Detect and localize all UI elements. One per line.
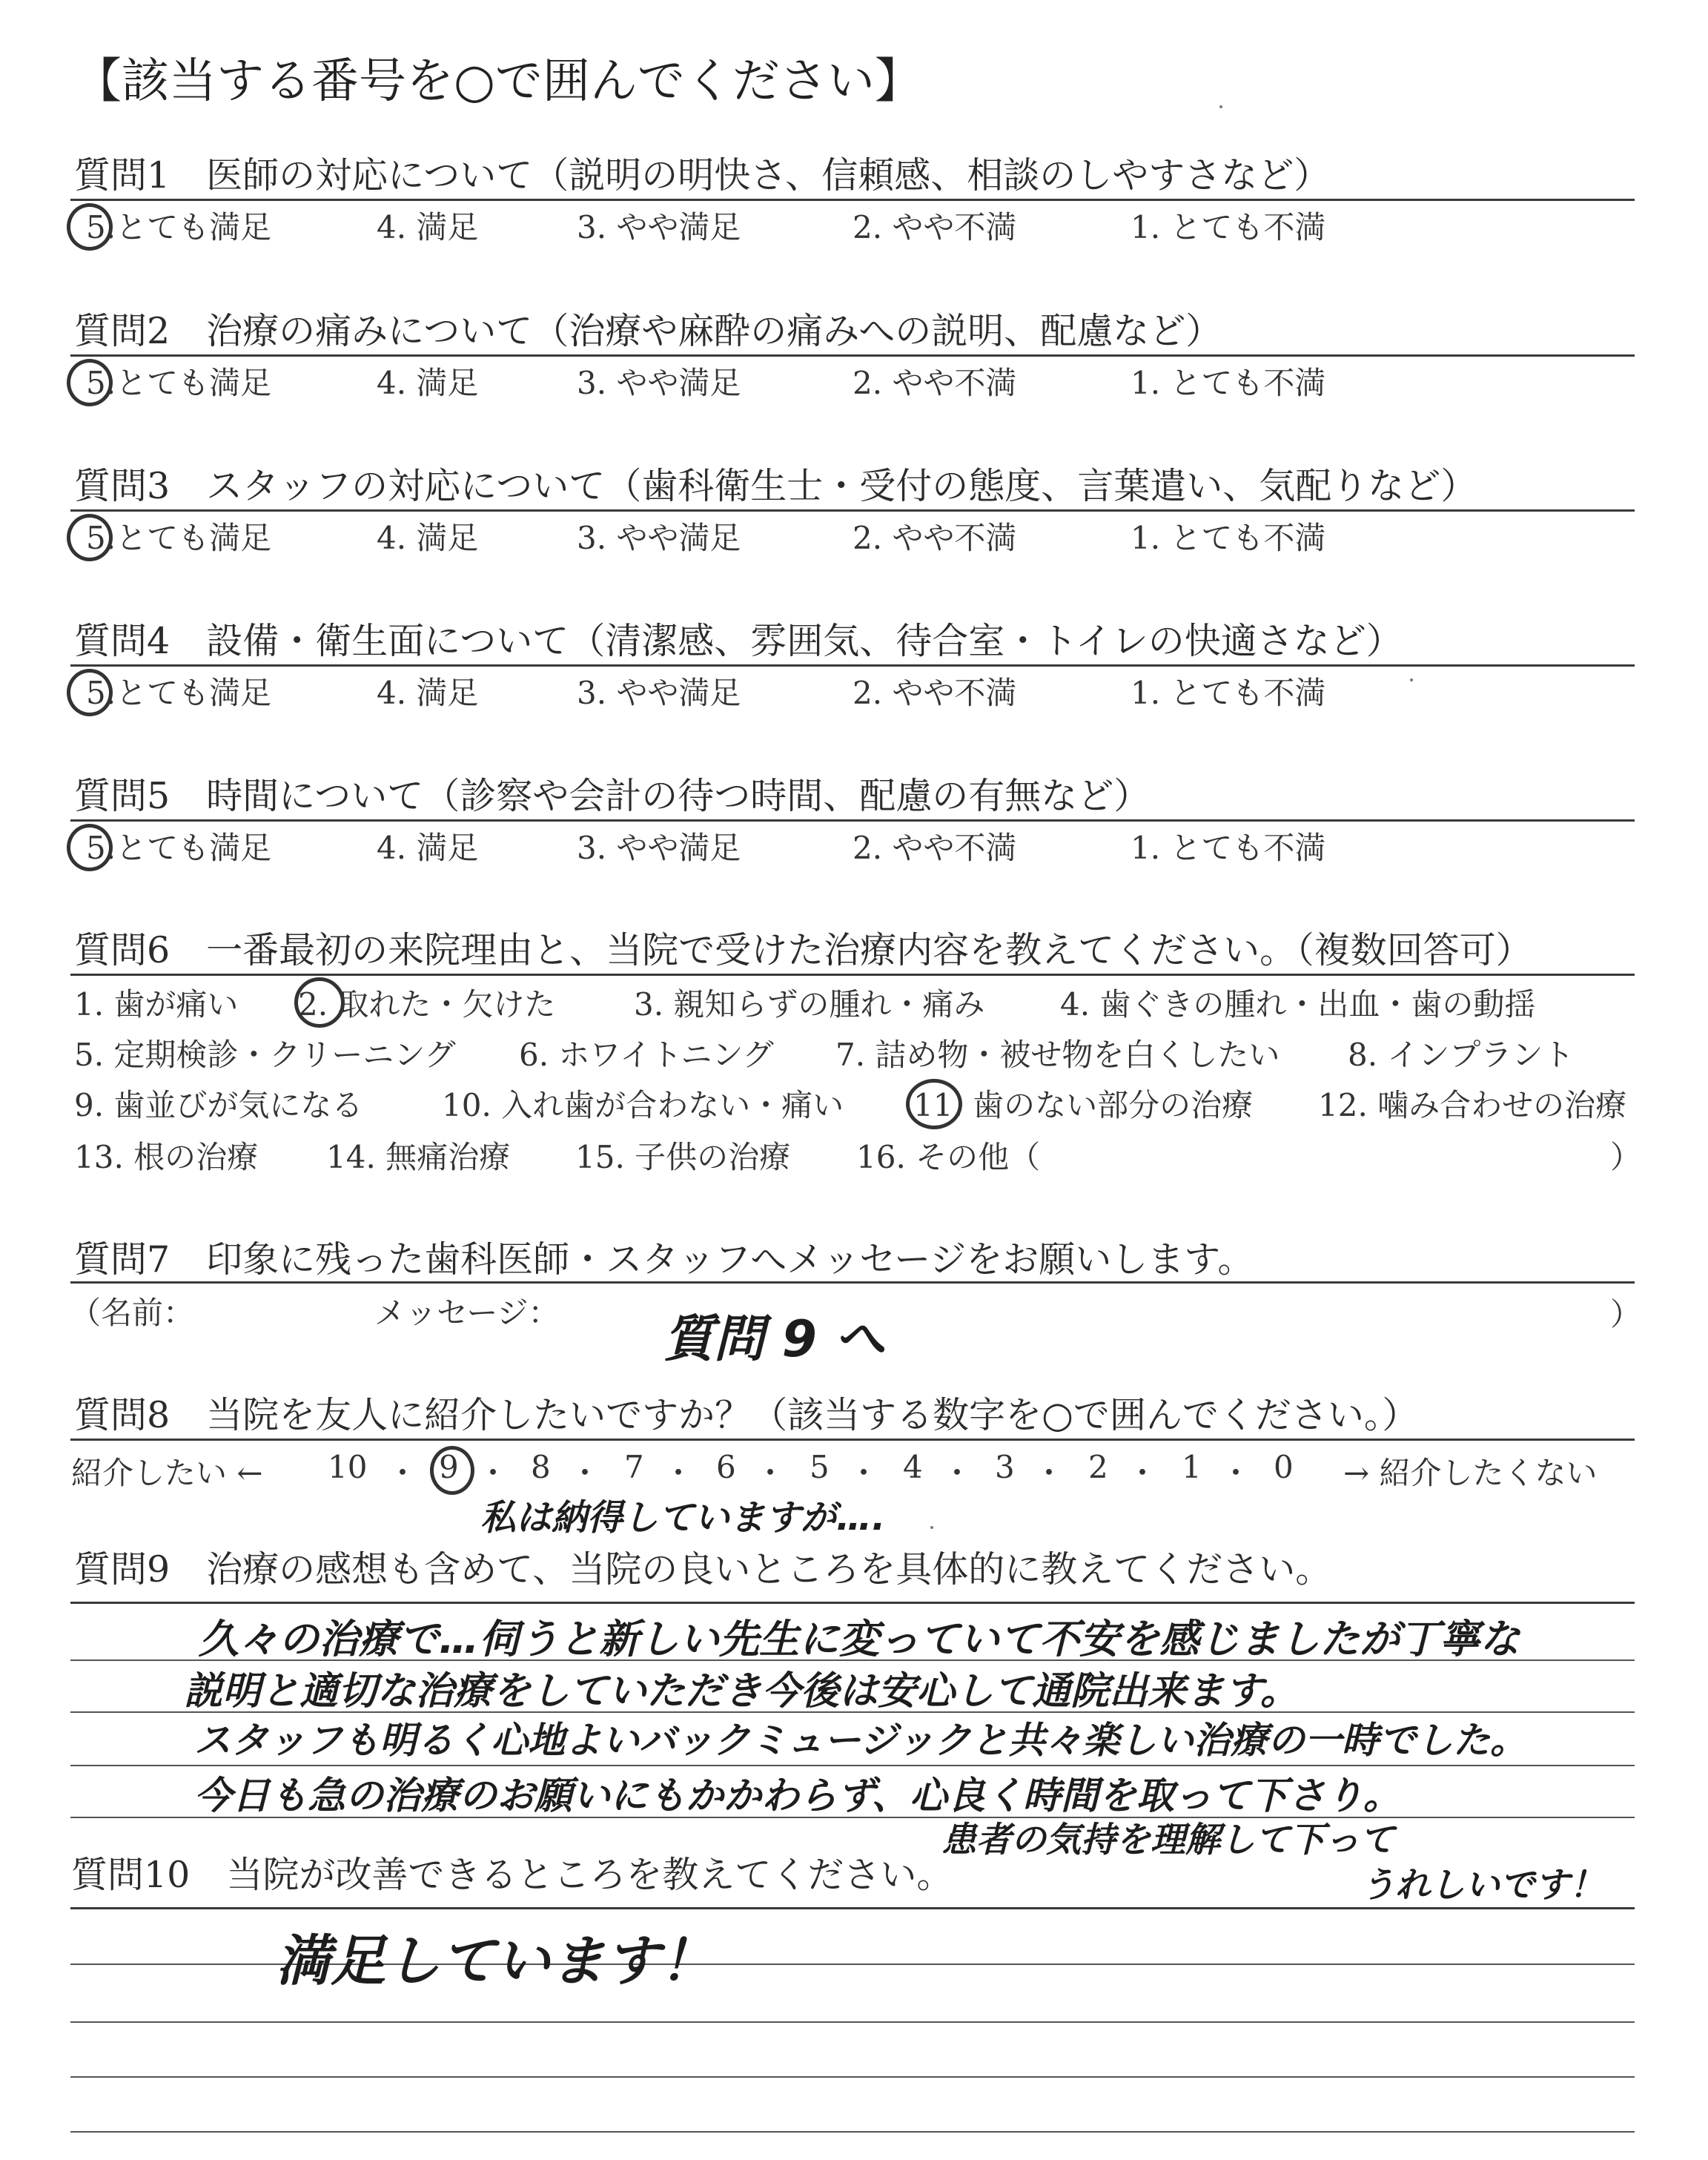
q8-scale-3[interactable]: 3 — [995, 1449, 1015, 1485]
q5-option-1[interactable]: 1. とても不満 — [1131, 830, 1326, 866]
q10-rule-5 — [70, 2131, 1635, 2133]
q6-option-14[interactable]: 14. 無痛治療 — [326, 1139, 511, 1175]
q7-name-label: （名前： — [70, 1295, 195, 1331]
q9-handwritten-line-1: 久々の治療で…伺うと新しい先生に変っていて不安を感じましたが丁寧な — [199, 1616, 1520, 1662]
q1-option-5[interactable]: 5.とても満足 — [86, 209, 272, 245]
q1-option-4[interactable]: 4. 満足 — [377, 209, 479, 245]
q8-scale-separator: ・ — [1127, 1455, 1159, 1491]
q9-label: 質問9 治療の感想も含めて、当院の良いところを具体的に教えてください。 — [74, 1548, 1332, 1591]
q2-label: 質問2 治療の痛みについて（治療や麻酔の痛みへの説明、配慮など） — [74, 310, 1222, 352]
q2-option-1[interactable]: 1. とても不満 — [1131, 365, 1326, 401]
q5-option-4[interactable]: 4. 満足 — [377, 830, 479, 866]
q6-option-9[interactable]: 9. 歯並びが気になる — [74, 1087, 363, 1123]
q1-label: 質問1 医師の対応について（説明の明快さ、信頼感、相談のしやすさなど） — [74, 154, 1331, 196]
q8-scale-6[interactable]: 6 — [716, 1449, 736, 1485]
speck — [1410, 678, 1413, 681]
q6-option-5[interactable]: 5. 定期検診・クリーニング — [74, 1037, 456, 1073]
q2-selected-circle — [67, 359, 113, 406]
speck — [930, 1526, 933, 1529]
q4-selected-circle — [67, 669, 113, 716]
q6-option-11[interactable]: 11. 歯のない部分の治療 — [913, 1087, 1254, 1123]
q5-label: 質問5 時間について（診察や会計の待つ時間、配慮の有無など） — [74, 775, 1151, 817]
q8-scale-separator: ・ — [941, 1455, 973, 1491]
q8-selected-circle-9 — [430, 1446, 474, 1495]
q4-label: 質問4 設備・衛生面について（清潔感、雰囲気、待合室・トイレの快適さなど） — [74, 620, 1403, 662]
q6-selected-circle-11 — [906, 1079, 962, 1129]
q9-rule-1 — [70, 1602, 1635, 1604]
q8-scale-separator: ・ — [1220, 1455, 1252, 1491]
q8-scale-4[interactable]: 4 — [903, 1449, 923, 1485]
q6-option-8[interactable]: 8. インプラント — [1348, 1037, 1575, 1073]
q6-option-4[interactable]: 4. 歯ぐきの腫れ・出血・歯の動揺 — [1060, 986, 1536, 1023]
q9-handwritten-line-3: スタッフも明るく心地よいバックミュージックと共々楽しい治療の一時でした。 — [194, 1719, 1527, 1762]
q4-underline — [70, 664, 1635, 667]
q10-label: 質問10 当院が改善できるところを教えてください。 — [71, 1854, 953, 1896]
q10-rule-1 — [70, 1907, 1635, 1909]
q6-other-close: ） — [1610, 1139, 1642, 1175]
q1-option-3[interactable]: 3. やや満足 — [577, 209, 741, 245]
q1-selected-circle — [67, 203, 113, 251]
q8-scale-10[interactable]: 10 — [328, 1449, 368, 1485]
q7-message-label: メッセージ： — [374, 1295, 560, 1331]
q3-option-1[interactable]: 1. とても不満 — [1131, 520, 1326, 556]
q6-label: 質問6 一番最初の来院理由と、当院で受けた治療内容を教えてください。（複数回答可） — [74, 929, 1532, 971]
q5-underline — [70, 819, 1635, 822]
q10-rule-4 — [70, 2076, 1635, 2078]
q2-option-4[interactable]: 4. 満足 — [377, 365, 479, 401]
q6-option-12[interactable]: 12. 噛み合わせの治療 — [1318, 1087, 1627, 1123]
q6-option-16[interactable]: 16. その他（ — [856, 1139, 1041, 1175]
q7-underline — [70, 1281, 1635, 1284]
speck — [1219, 105, 1222, 108]
q8-scale-2[interactable]: 2 — [1088, 1449, 1108, 1485]
q10-rule-3 — [70, 2021, 1635, 2023]
q3-option-2[interactable]: 2. やや不満 — [853, 520, 1017, 556]
q8-scale-separator: ・ — [848, 1455, 880, 1491]
q6-option-13[interactable]: 13. 根の治療 — [74, 1139, 259, 1175]
q5-selected-circle — [67, 824, 113, 871]
q3-underline — [70, 509, 1635, 512]
q8-scale-7[interactable]: 7 — [624, 1449, 644, 1485]
q4-option-3[interactable]: 3. やや満足 — [577, 675, 741, 711]
q5-option-3[interactable]: 3. やや満足 — [577, 830, 741, 866]
q4-option-1[interactable]: 1. とても不満 — [1131, 675, 1326, 711]
q6-option-10[interactable]: 10. 入れ歯が合わない・痛い — [442, 1087, 844, 1123]
q4-option-2[interactable]: 2. やや不満 — [853, 675, 1017, 711]
q8-scale-0[interactable]: 0 — [1274, 1449, 1294, 1485]
q3-option-5[interactable]: 5.とても満足 — [86, 520, 272, 556]
q1-option-2[interactable]: 2. やや不満 — [853, 209, 1017, 245]
q2-option-5[interactable]: 5.とても満足 — [86, 365, 272, 401]
q6-option-6[interactable]: 6. ホワイトニング — [519, 1037, 774, 1073]
q3-selected-circle — [67, 514, 113, 561]
q3-option-4[interactable]: 4. 満足 — [377, 520, 479, 556]
q9-handwritten-line-4: 今日も急の治療のお願いにもかかわらず、心良く時間を取って下さり。 — [194, 1774, 1401, 1818]
q1-option-1[interactable]: 1. とても不満 — [1131, 209, 1326, 245]
q7-label: 質問7 印象に残った歯科医師・スタッフへメッセージをお願いします。 — [74, 1238, 1254, 1281]
q4-option-5[interactable]: 5.とても満足 — [86, 675, 272, 711]
q8-scale-separator: ・ — [569, 1455, 601, 1491]
q8-scale-9[interactable]: 9 — [439, 1449, 459, 1485]
q3-option-3[interactable]: 3. やや満足 — [577, 520, 741, 556]
q8-right-label: → 紹介したくない — [1343, 1455, 1598, 1491]
q4-option-4[interactable]: 4. 満足 — [377, 675, 479, 711]
q2-option-2[interactable]: 2. やや不満 — [853, 365, 1017, 401]
q9-handwritten-extra-2: うれしいです！ — [1360, 1865, 1604, 1906]
q5-option-2[interactable]: 2. やや不満 — [853, 830, 1017, 866]
q8-left-label: 紹介したい ← — [71, 1455, 263, 1491]
q7-handwritten-message: 質問 9 へ — [663, 1310, 885, 1369]
q8-handwritten-comment: 私は納得していますが…. — [480, 1497, 886, 1539]
q7-close-paren: ） — [1610, 1296, 1642, 1332]
q6-option-7[interactable]: 7. 詰め物・被せ物を白くしたい — [835, 1037, 1280, 1073]
q8-label: 質問8 当院を友人に紹介したいですか？（該当する数字を○で囲んでください。） — [74, 1394, 1419, 1436]
q8-scale-separator: ・ — [1033, 1455, 1065, 1491]
q8-scale-separator: ・ — [477, 1455, 509, 1491]
q8-scale-1[interactable]: 1 — [1182, 1449, 1202, 1485]
q8-underline — [70, 1439, 1635, 1441]
q8-scale-8[interactable]: 8 — [531, 1449, 551, 1485]
q6-selected-circle-2 — [294, 977, 345, 1028]
q9-handwritten-extra-1: 患者の気持を理解して下って — [941, 1820, 1394, 1860]
q2-option-3[interactable]: 3. やや満足 — [577, 365, 741, 401]
page-title: 【該当する番号を○で囲んでください】 — [74, 54, 922, 109]
q8-scale-separator: ・ — [387, 1455, 419, 1491]
q1-underline — [70, 199, 1635, 201]
q6-option-15[interactable]: 15. 子供の治療 — [575, 1139, 791, 1175]
q9-handwritten-line-2: 説明と適切な治療をしていただき今後は安心して通院出来ます。 — [184, 1669, 1299, 1714]
q8-scale-5[interactable]: 5 — [810, 1449, 830, 1485]
q3-label: 質問3 スタッフの対応について（歯科衛生士・受付の態度、言葉遣い、気配りなど） — [74, 465, 1477, 507]
q8-scale-separator: ・ — [755, 1455, 787, 1491]
q10-handwritten-answer: 満足しています！ — [276, 1929, 715, 1993]
q6-option-1[interactable]: 1. 歯が痛い — [74, 986, 239, 1023]
q2-underline — [70, 354, 1635, 357]
q8-scale-separator: ・ — [663, 1455, 695, 1491]
q6-option-2[interactable]: 2. 取れた・欠けた — [298, 986, 556, 1023]
q6-underline — [70, 974, 1635, 976]
q6-option-3[interactable]: 3. 親知らずの腫れ・痛み — [634, 986, 985, 1023]
q5-option-5[interactable]: 5.とても満足 — [86, 830, 272, 866]
